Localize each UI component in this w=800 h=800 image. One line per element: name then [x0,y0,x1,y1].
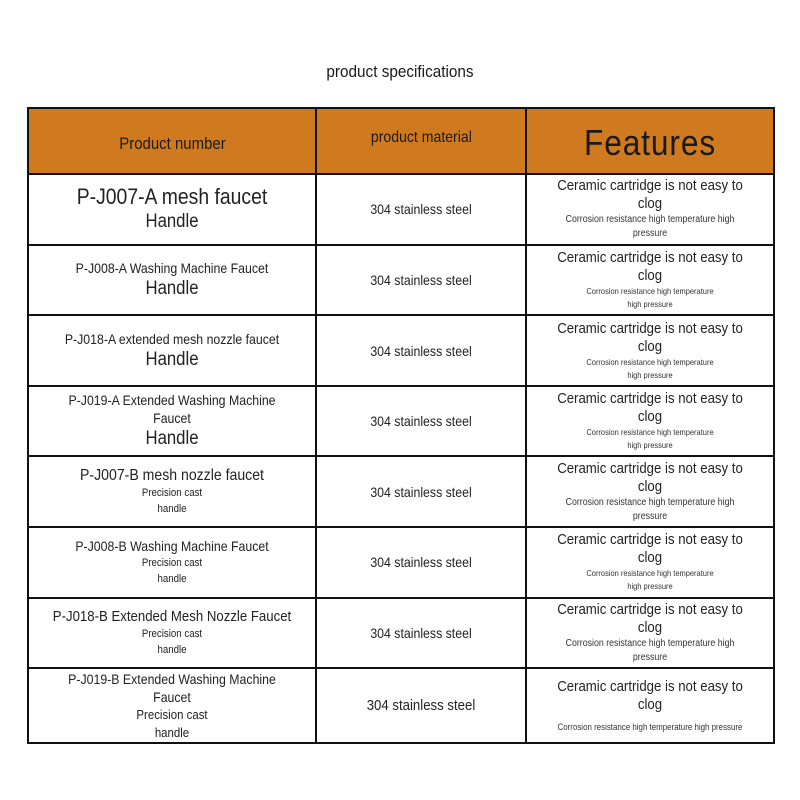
table-row [28,386,774,457]
material-value: 304 stainless steel [370,201,472,218]
material-value: 304 stainless steel [370,413,472,430]
column-header-material [316,108,526,174]
features-cell [526,456,774,527]
features-cell [526,386,774,457]
product-cell [28,527,316,598]
material-value: 304 stainless steel [366,697,476,715]
page-title: product specifications [326,62,474,81]
features-cell [526,598,774,669]
feature-main: Ceramic cartridge is not easy to clog [557,459,743,495]
material-cell [316,315,526,386]
product-name: P-J019-A Extended Washing Machine Faucet [68,392,276,427]
feature-detail: Corrosion resistance high temperature high pressure [565,496,735,522]
table-row [28,315,774,386]
feature-main: Ceramic cartridge is not easy to clog [557,677,743,713]
feature-main: Ceramic cartridge is not easy to clog [557,177,743,213]
feature-main: Ceramic cartridge is not easy to clog [557,319,743,355]
features-cell [526,527,774,598]
product-name: P-J007-A mesh faucet [76,184,268,210]
feature-detail: Corrosion resistance high temperature high pressure [557,721,743,732]
features-cell [526,174,774,245]
feature-main: Ceramic cartridge is not easy to clog [557,531,743,567]
feature-main: Ceramic cartridge is not easy to clog [557,248,743,284]
material-cell [316,598,526,669]
product-cell [28,668,316,743]
column-header-product [28,108,316,174]
features-cell [526,668,774,743]
product-handle: Precision cast handle [141,557,203,586]
features-cell [526,245,774,316]
material-value: 304 stainless steel [370,624,472,641]
product-name: P-J008-B Washing Machine Faucet [75,538,269,555]
material-cell [316,527,526,598]
product-handle: Handle [145,277,199,299]
material-cell [316,245,526,316]
material-cell [316,668,526,743]
product-name: P-J007-B mesh nozzle faucet [80,466,264,484]
product-cell [28,245,316,316]
product-handle: Handle [145,348,199,370]
product-handle: Precision cast handle [141,486,203,515]
feature-main: Ceramic cartridge is not easy to clog [557,600,743,636]
table-header-row [28,108,774,174]
material-value: 304 stainless steel [370,342,472,359]
feature-detail: Corrosion resistance high temperature high pressure [586,356,714,380]
product-name: P-J018-B Extended Mesh Nozzle Faucet [52,607,292,625]
material-cell [316,456,526,527]
product-cell [28,598,316,669]
product-name: P-J008-A Washing Machine Faucet [75,259,269,276]
product-cell [28,315,316,386]
table-row [28,668,774,743]
product-cell [28,386,316,457]
product-handle: Precision cast handle [136,706,208,740]
feature-detail: Corrosion resistance high temperature high pressure [586,568,714,592]
material-value: 304 stainless steel [370,554,472,571]
table-row [28,174,774,245]
column-header-product-label: Product number [118,134,226,153]
product-name: P-J018-A extended mesh nozzle faucet [64,330,280,347]
column-header-features [526,108,774,174]
feature-detail: Corrosion resistance high temperature high pressure [586,285,714,309]
product-handle: Handle [145,428,199,450]
table-row [28,245,774,316]
product-handle: Precision cast handle [141,627,203,656]
table-row [28,527,774,598]
features-cell [526,315,774,386]
product-handle: Handle [145,211,199,233]
feature-detail: Corrosion resistance high temperature high pressure [565,637,735,663]
spec-table [27,107,775,744]
column-header-material-label: product material [370,129,472,146]
feature-detail: Corrosion resistance high temperature high pressure [586,427,714,451]
table-row [28,456,774,527]
product-cell [28,174,316,245]
feature-main: Ceramic cartridge is not easy to clog [557,390,743,426]
material-value: 304 stainless steel [370,483,472,500]
table-row [28,598,774,669]
product-cell [28,456,316,527]
product-name: P-J019-B Extended Washing Machine Faucet [68,670,276,705]
column-header-features-label: Features [583,122,717,163]
material-cell [316,386,526,457]
material-value: 304 stainless steel [370,271,472,288]
feature-detail: Corrosion resistance high temperature high pressure [565,214,735,240]
material-cell [316,174,526,245]
